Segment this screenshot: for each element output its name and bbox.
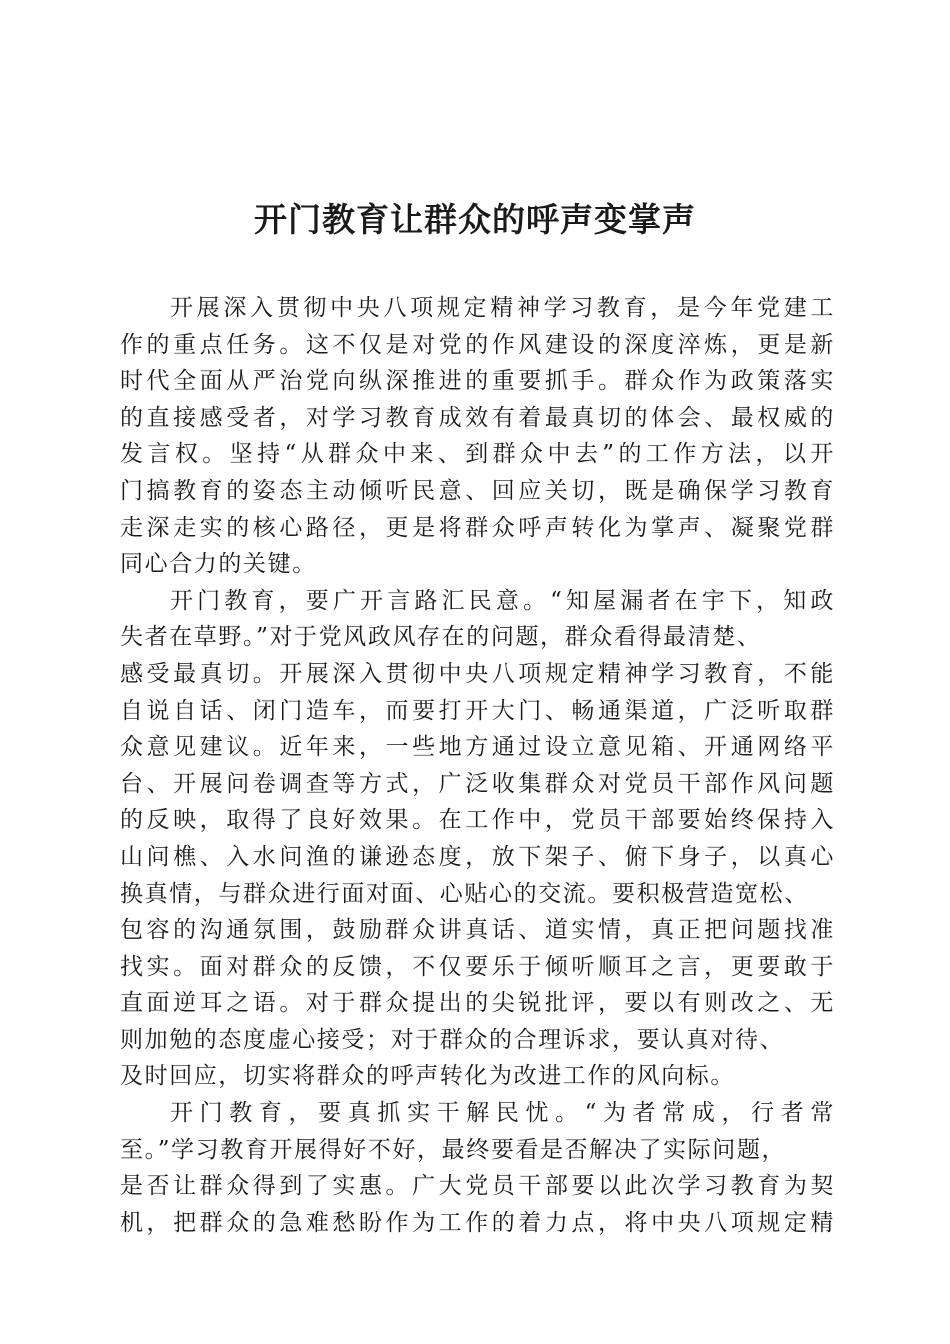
text-line: 包容的沟通氛围，鼓励群众讲真话、道实情，真正把问题找准 [120,917,835,944]
text-line: 的反映，取得了良好效果。在工作中，党员干部要始终保持入 [120,807,835,834]
text-line: 感受最真切。开展深入贯彻中央八项规定精神学习教育，不能 [120,660,835,687]
paragraph-1 [120,290,835,583]
text-line: 找实。面对群众的反馈，不仅要乐于倾听顺耳之言，更要敢于 [120,953,835,980]
text-line: 作的重点任务。这不仅是对党的作风建设的深度淬炼，更是新 [120,331,835,358]
paragraph-3 [120,1095,835,1241]
text-line: 开展深入贯彻中央八项规定精神学习教育，是今年党建工 [170,295,835,321]
text-line: 机，把群众的急难愁盼作为工作的着力点，将中央八项规定精 [120,1209,835,1236]
text-line: 众意见建议。近年来，一些地方通过设立意见箱、开通网络平 [120,734,835,761]
text-line: 开门教育，要广开言路汇民意。“知屋漏者在宇下，知政 [170,587,835,614]
text-line: 至。”学习教育开展得好不好，最终要看是否解决了实际问题， [120,1136,787,1163]
text-line: 走深走实的核心路径，更是将群众呼声转化为掌声、凝聚党群 [120,514,835,541]
text-line: 开门教育，要真抓实干解民忧。“为者常成，行者常 [170,1100,835,1127]
document-body [120,290,835,1241]
text-line: 发言权。坚持“从群众中来、到群众中去”的工作方法，以开 [120,441,835,468]
text-line: 台、开展问卷调查等方式，广泛收集群众对党员干部作风问题 [120,770,835,797]
text-line: 的直接感受者，对学习教育成效有着最真切的体会、最权威的 [120,404,835,431]
document-title: 开门教育让群众的呼声变掌声 [254,200,696,239]
text-line: 换真情，与群众进行面对面、心贴心的交流。要积极营造宽松、 [120,880,809,907]
text-line: 自说自话、闭门造车，而要打开大门、畅通渠道，广泛听取群 [120,697,835,724]
text-line: 是否让群众得到了实惠。广大党员干部要以此次学习教育为契 [120,1173,835,1200]
text-line: 同心合力的关键。 [120,551,317,578]
text-line: 失者在草野。”对于党风政风存在的问题，群众看得最清楚、 [120,624,762,651]
text-line: 则加勉的态度虚心接受；对于群众的合理诉求，要认真对待、 [120,1026,785,1053]
text-line: 及时回应，切实将群众的呼声转化为改进工作的风向标。 [120,1063,735,1090]
text-line: 直面逆耳之语。对于群众提出的尖锐批评，要以有则改之、无 [120,990,835,1017]
paragraph-2 [120,583,835,1095]
text-line: 时代全面从严治党向纵深推进的重要抓手。群众作为政策落实 [120,368,835,395]
text-line: 门搞教育的姿态主动倾听民意、回应关切，既是确保学习教育 [120,477,835,504]
text-line: 山问樵、入水问渔的谦逊态度，放下架子、俯下身子，以真心 [120,843,835,870]
